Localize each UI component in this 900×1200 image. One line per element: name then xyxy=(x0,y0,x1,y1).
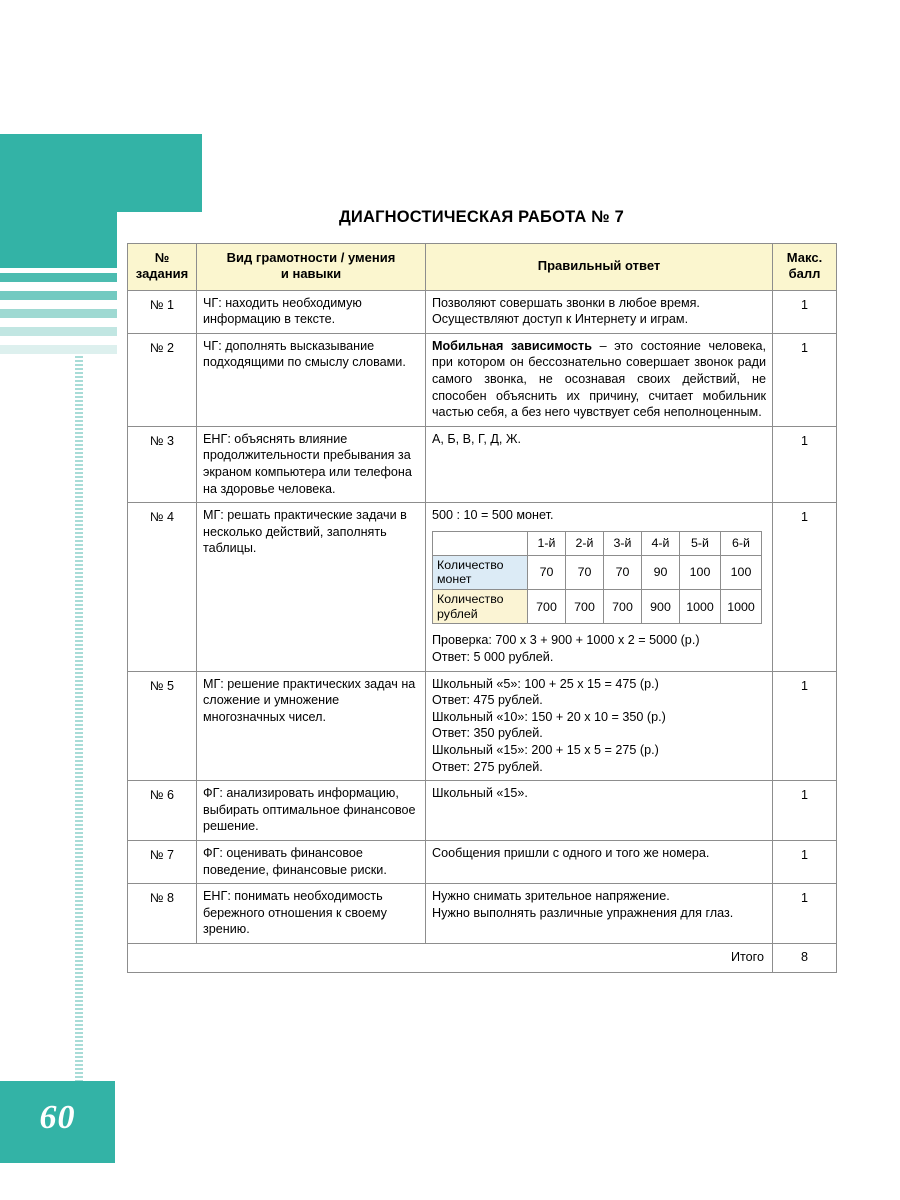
total-label: Итого xyxy=(128,944,773,973)
decorative-teal-block-top xyxy=(0,134,202,212)
page-title: ДИАГНОСТИЧЕСКАЯ РАБОТА № 7 xyxy=(338,208,625,226)
decorative-teal-block-bottom xyxy=(0,212,117,268)
coins-value: 100 xyxy=(721,555,762,589)
task-skill: МГ: решать практические задачи в несколько действий, заполнять таблицы. xyxy=(197,503,426,671)
task-answer: Школьный «5»: 100 + 25 х 15 = 475 (р.) Ответ: 475 рублей. Школьный «10»: 150 + 20 х 10 = 350 (р.) Ответ: 350 рублей. Школьный «15»: 200 + 15 х 5 = 275 (р.) Ответ: 275 рублей. xyxy=(426,671,773,781)
total-value: 8 xyxy=(773,944,837,973)
task-answer xyxy=(426,503,773,671)
answers-table xyxy=(127,243,837,973)
decorative-stripe-1 xyxy=(0,273,117,282)
task-answer: Позволяют совершать звонки в любое время. Осуществляют доступ к Интернету и играм. xyxy=(426,290,773,333)
coins-row-label: Количество рублей xyxy=(433,590,528,624)
task-skill: ЕНГ: понимать необходимость бережного отношения к своему зрению. xyxy=(197,884,426,944)
task-skill: ФГ: оценивать финансовое поведение, финансовые риски. xyxy=(197,841,426,884)
answer-term: Мобильная зависимость xyxy=(432,338,592,353)
table-header-row xyxy=(128,244,837,291)
decorative-stripe-4 xyxy=(0,327,117,336)
table-row xyxy=(128,781,837,841)
task-max-score: 1 xyxy=(773,884,837,944)
task-skill: ЕНГ: объяснять влияние продолжительности пребывания за экраном компьютера или телефона на здоровье человека. xyxy=(197,426,426,502)
task-number: № 4 xyxy=(128,503,197,671)
decorative-stripe-2 xyxy=(0,291,117,300)
rubles-value: 1000 xyxy=(721,590,762,624)
coins-corner-cell xyxy=(433,531,528,555)
header-literacy-skill: Вид грамотности / умения и навыки xyxy=(197,244,426,291)
decorative-stripe-3 xyxy=(0,309,117,318)
task-answer: Сообщения пришли с одного и того же номера. xyxy=(426,841,773,884)
decorative-stripe-5 xyxy=(0,345,117,354)
page-number-box xyxy=(0,1081,115,1163)
task-skill: МГ: решение практических задач на сложение и умножение многозначных чисел. xyxy=(197,671,426,781)
coins-value: 90 xyxy=(642,555,680,589)
coins-col-header: 6-й xyxy=(721,531,762,555)
task-number: № 1 xyxy=(128,290,197,333)
coins-value: 100 xyxy=(680,555,721,589)
coins-header-row xyxy=(433,531,762,555)
rubles-value: 1000 xyxy=(680,590,721,624)
task-number: № 7 xyxy=(128,841,197,884)
table-row xyxy=(128,503,837,671)
decorative-dotted-line xyxy=(75,356,83,1081)
rubles-value: 700 xyxy=(566,590,604,624)
table-row xyxy=(128,884,837,944)
task-number: № 6 xyxy=(128,781,197,841)
rubles-value: 700 xyxy=(528,590,566,624)
coins-table xyxy=(432,531,762,625)
coins-col-header: 4-й xyxy=(642,531,680,555)
task-number: № 3 xyxy=(128,426,197,502)
task-max-score: 1 xyxy=(773,503,837,671)
task-answer: Нужно снимать зрительное напряжение. Нужно выполнять различные упражнения для глаз. xyxy=(426,884,773,944)
header-max-score: Макс. балл xyxy=(773,244,837,291)
task-max-score: 1 xyxy=(773,333,837,426)
coins-row-count xyxy=(433,555,762,589)
task-answer: А, Б, В, Г, Д, Ж. xyxy=(426,426,773,502)
answer-check: Проверка: 700 х 3 + 900 + 1000 х 2 = 5000 (р.) xyxy=(432,633,700,648)
table-row xyxy=(128,290,837,333)
rubles-value: 700 xyxy=(604,590,642,624)
task-skill: ЧГ: находить необходимую информацию в тексте. xyxy=(197,290,426,333)
header-correct-answer: Правильный ответ xyxy=(426,244,773,291)
table-row xyxy=(128,841,837,884)
coins-col-header: 5-й xyxy=(680,531,721,555)
task-max-score: 1 xyxy=(773,841,837,884)
coins-row-label: Количество монет xyxy=(433,555,528,589)
table-row xyxy=(128,333,837,426)
coins-col-header: 2-й xyxy=(566,531,604,555)
task-number: № 8 xyxy=(128,884,197,944)
task-answer xyxy=(426,333,773,426)
coins-row-rubles xyxy=(433,590,762,624)
coins-value: 70 xyxy=(604,555,642,589)
header-task-number: № задания xyxy=(128,244,197,291)
task-number: № 5 xyxy=(128,671,197,781)
page-number: 60 xyxy=(39,1099,76,1136)
coins-value: 70 xyxy=(528,555,566,589)
coins-value: 70 xyxy=(566,555,604,589)
coins-col-header: 3-й xyxy=(604,531,642,555)
task-number: № 2 xyxy=(128,333,197,426)
total-row xyxy=(128,944,837,973)
coins-table-wrapper xyxy=(432,531,766,625)
answer-result: Ответ: 5 000 рублей. xyxy=(432,649,554,664)
task-answer: Школьный «15». xyxy=(426,781,773,841)
answer-definition: – это состояние человека, при котором он бессознательно совершает звонок ради самого звонка, не осознавая своих действий, не способен объяснить их причину, считает мобильник частью себя, а без него чувствует себя неполноценным. xyxy=(432,338,766,420)
task-max-score: 1 xyxy=(773,671,837,781)
task-max-score: 1 xyxy=(773,781,837,841)
task-max-score: 1 xyxy=(773,426,837,502)
coins-col-header: 1-й xyxy=(528,531,566,555)
answer-intro: 500 : 10 = 500 монет. xyxy=(432,508,554,523)
task-skill: ЧГ: дополнять высказывание подходящими по смыслу словами. xyxy=(197,333,426,426)
rubles-value: 900 xyxy=(642,590,680,624)
table-row xyxy=(128,671,837,781)
task-skill: ФГ: анализировать информацию, выбирать оптимальное финансовое решение. xyxy=(197,781,426,841)
task-max-score: 1 xyxy=(773,290,837,333)
table-row xyxy=(128,426,837,502)
